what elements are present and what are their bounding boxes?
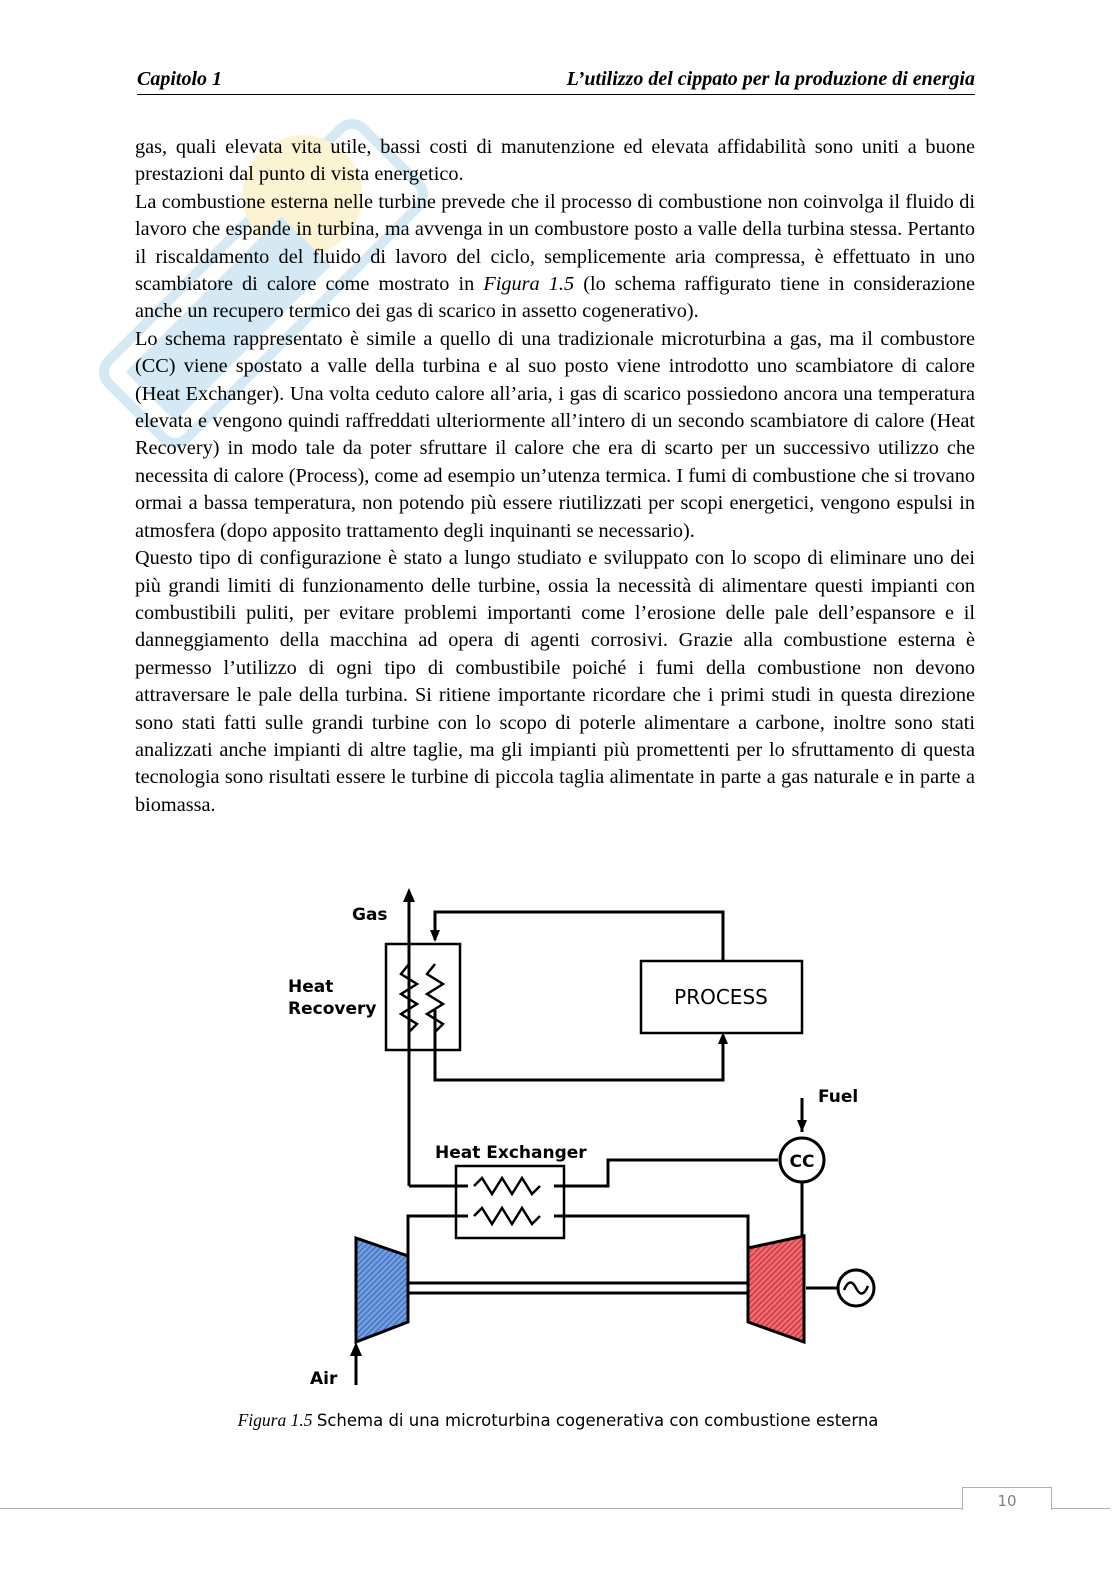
heat-exchanger-box (456, 1166, 564, 1238)
heat-recovery-box (386, 944, 460, 1050)
label-process: PROCESS (674, 985, 768, 1009)
paragraph-2-text: La combustione esterna nelle turbine prevede che il processo di combustione non coinvolga il fluido di lavoro che espande in turbina, ma avvenga in un combustore posto a valle della turbina stessa. Pertanto il riscaldamento del fluido di lavoro del ciclo, semplicemente aria compressa, è effettuato in uno scambiatore di calore come mostrato in (135, 190, 975, 296)
heat-exchanger-coil-1 (474, 1178, 540, 1194)
label-heat-exchanger: Heat Exchanger (435, 1143, 587, 1163)
gas-arrow-icon (403, 888, 415, 902)
figure-diagram (278, 880, 890, 1390)
hx-to-cc-line (554, 1160, 778, 1186)
figure-caption (0, 1410, 1116, 1431)
hx-to-turbine-line (554, 1216, 748, 1248)
figure-reference: Figura 1.5 (483, 273, 575, 296)
page-header (137, 66, 975, 95)
process-supply-line (435, 912, 723, 960)
label-fuel: Fuel (818, 1087, 859, 1107)
footer-rule (0, 1508, 1110, 1509)
paragraph-3: Lo schema rappresentato è simile a quello di una tradizionale microturbina a gas, ma il combustore (CC) viene spostato a valle della turbina e al suo posto viene introdotto uno scambiatore di calore (Heat Exchanger). Una volta ceduto calore all’aria, i gas di scarico possiedono ancora una temperatura elevata e vengono quindi raffreddati ulteriormente all’intero di un secondo scambiatore di calore (Heat Recovery) in modo tale da poter sfruttare il calore che era di scarto per un successivo utilizzo che necessita di calore (Process), come ad esempio un’utenza termica. I fumi di combustione che si trovano ormai a bassa temperatura, non potendo più essere riutilizzati per scopi energetici, vengono espulsi in atmosfera (dopo apposito trattamento degli inquinanti se necessario). (135, 327, 975, 542)
hr-in-arrow-icon (430, 930, 440, 942)
microturbine-diagram (278, 880, 890, 1390)
paragraph-4: Questo tipo di configurazione è stato a lungo studiato e sviluppato con lo scopo di eliminare uno dei più grandi limiti di funzionamento delle turbine, ossia la necessità di alimentare questi impianti con combustibili puliti, per evitare problemi importanti come l’erosione delle pale dell’espansore e il danneggiamento della macchina ad opera di agenti corrosivi. Grazie alla combustione esterna è permesso l’utilizzo di ogni tipo di combustibile poiché i fumi della combustione non devono attraversare le pale della turbina. Si ritiene importante ricordare che i primi studi in questa direzione sono stati fatti sulle grandi turbine con lo scopo di poterle alimentare a carbone, inoltre sono stati analizzati anche impianti di altre taglie, ma gli impianti più promettenti per lo sfruttamento di questa tecnologia sono risultati essere le turbine di piccola taglia alimentate in parte a gas naturale e in parte a biomassa. (135, 547, 975, 816)
paragraph-2 (135, 189, 975, 326)
body-text (135, 134, 975, 819)
label-cc: CC (789, 1152, 815, 1172)
label-air: Air (310, 1369, 338, 1389)
process-return-line (435, 1010, 723, 1080)
heat-exchanger-coil-2 (474, 1208, 540, 1224)
label-heat-recovery-1: Heat (288, 977, 334, 997)
compressor-outlet-line (408, 1216, 468, 1256)
air-arrow-icon (350, 1342, 362, 1356)
caption-label: Figura 1.5 (237, 1410, 313, 1430)
label-gas: Gas (352, 905, 388, 925)
paragraph-2-tail: (lo schema raffigurato tiene in considerazione anche un recupero termico dei gas di scarico in assetto cogenerativo). (135, 273, 976, 323)
label-heat-recovery-2: Recovery (288, 999, 377, 1019)
turbine (748, 1236, 804, 1342)
compressor (356, 1238, 408, 1342)
header-title: L’utilizzo del cippato per la produzione di energia (566, 68, 975, 90)
fuel-arrow-icon (797, 1120, 807, 1132)
header-chapter: Capitolo 1 (137, 68, 223, 90)
caption-text: Schema di una microturbina cogenerativa con combustione esterna (316, 1411, 879, 1430)
paragraph-1: gas, quali elevata vita utile, bassi costi di manutenzione ed elevata affidabilità sono uniti a buone prestazioni dal punto di vista energetico. (135, 136, 975, 186)
page-number: 10 (962, 1487, 1052, 1510)
